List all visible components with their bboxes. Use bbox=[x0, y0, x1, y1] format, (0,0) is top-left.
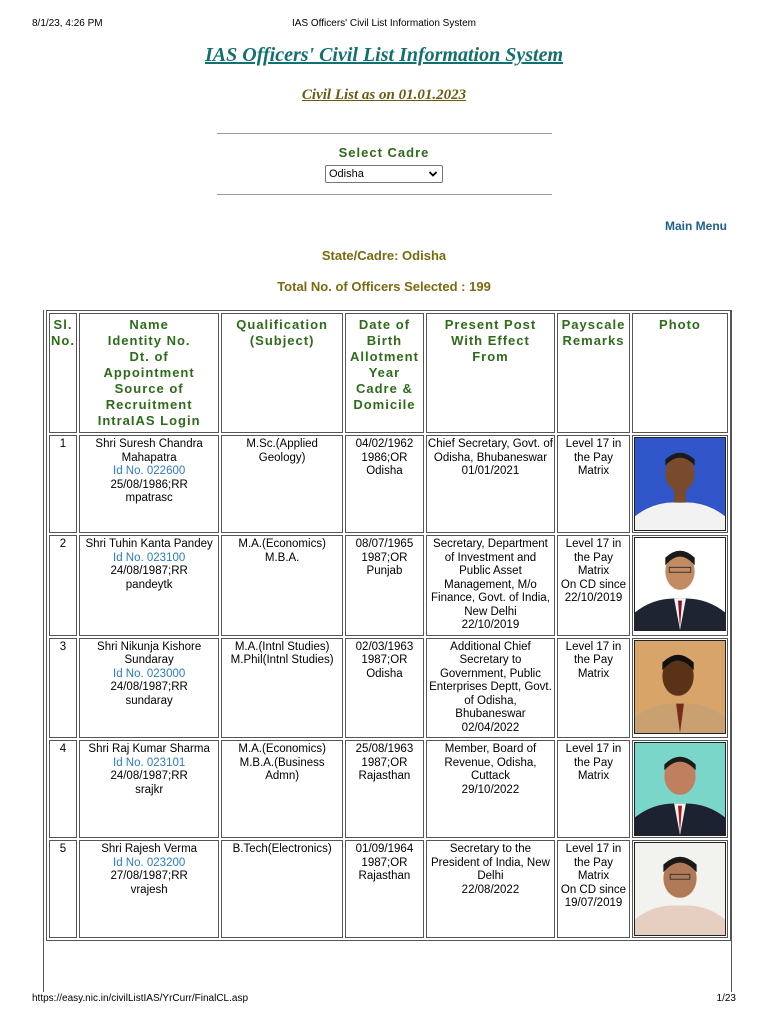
main-menu-link[interactable]: Main Menu bbox=[665, 219, 727, 233]
officer-name: Shri Suresh Chandra Mahapatra bbox=[95, 438, 203, 464]
col-header-qualification: Qualification (Subject) bbox=[221, 313, 343, 433]
cell-dob: 01/09/1964 1987;OR Rajasthan bbox=[345, 840, 424, 938]
total-officers-heading: Total No. of Officers Selected : 199 bbox=[277, 279, 491, 294]
col-header-name: Name Identity No. Dt. of Appointment Source of Recruitment IntraIAS Login bbox=[79, 313, 219, 433]
col-header-sl: Sl. No. bbox=[49, 313, 77, 433]
table-header-row bbox=[49, 313, 728, 433]
cell-qualification: B.Tech(Electronics) bbox=[221, 840, 343, 938]
print-url: https://easy.nic.in/civilListIAS/YrCurr/FinalCL.asp bbox=[32, 993, 249, 1004]
officer-appointment: 27/08/1987;RR bbox=[110, 870, 188, 882]
officer-appointment: 24/08/1987;RR bbox=[110, 681, 188, 693]
cell-dob: 08/07/1965 1987;OR Punjab bbox=[345, 535, 424, 636]
cell-qualification: M.Sc.(Applied Geology) bbox=[221, 435, 343, 533]
cell-photo bbox=[632, 638, 728, 739]
col-header-photo: Photo bbox=[632, 313, 728, 433]
cell-name bbox=[79, 840, 219, 938]
cell-name bbox=[79, 435, 219, 533]
cell-dob: 02/03/1963 1987;OR Odisha bbox=[345, 638, 424, 739]
officer-appointment: 24/08/1987;RR bbox=[110, 770, 188, 782]
cell-payscale: Level 17 in the Pay Matrix On CD since 19/07/2019 bbox=[557, 840, 630, 938]
officer-name: Shri Nikunja Kishore Sundaray bbox=[97, 640, 202, 666]
print-header bbox=[0, 0, 768, 46]
cell-payscale: Level 17 in the Pay Matrix bbox=[557, 435, 630, 533]
cell-payscale: Level 17 in the Pay Matrix bbox=[557, 740, 630, 838]
cadre-select[interactable] bbox=[325, 165, 443, 183]
select-cadre-label: Select Cadre bbox=[338, 145, 430, 160]
officer-login: sundaray bbox=[125, 694, 173, 707]
state-cadre-heading: State/Cadre: Odisha bbox=[321, 248, 447, 263]
cell-photo bbox=[632, 535, 728, 636]
officer-name: Shri Raj Kumar Sharma bbox=[88, 743, 210, 755]
cell-qualification: M.A.(Intnl Studies) M.Phil(Intnl Studies) bbox=[221, 638, 343, 739]
officer-appointment: 25/08/1986;RR bbox=[110, 478, 188, 491]
divider-bottom bbox=[217, 194, 552, 195]
cell-name bbox=[79, 740, 219, 838]
officer-login: mpatrasc bbox=[125, 492, 173, 504]
cell-present-post: Chief Secretary, Govt. of Odisha, Bhubaneswar 01/01/2021 bbox=[426, 435, 555, 533]
cell-sl: 5 bbox=[49, 840, 77, 938]
cell-qualification: M.A.(Economics) M.B.A.(Business Admn) bbox=[221, 740, 343, 838]
cell-payscale: Level 17 in the Pay Matrix On CD since 22/10/2019 bbox=[557, 535, 630, 636]
table-row bbox=[49, 740, 728, 838]
chevron-down-icon bbox=[428, 168, 438, 180]
col-header-present-post: Present Post With Effect From bbox=[426, 313, 555, 433]
page-subtitle: Civil List as on 01.01.2023 bbox=[301, 87, 467, 103]
print-datetime: 8/1/23, 4:26 PM bbox=[32, 18, 103, 29]
cell-dob: 04/02/1962 1986;OR Odisha bbox=[345, 435, 424, 533]
cell-name bbox=[79, 638, 219, 739]
col-header-dob: Date of Birth Allotment Year Cadre & Domicile bbox=[345, 313, 424, 433]
officer-login: vrajesh bbox=[130, 883, 168, 896]
cell-photo bbox=[632, 840, 728, 938]
civil-list-table bbox=[46, 310, 731, 941]
officer-login: srajkr bbox=[135, 783, 164, 796]
officer-id-link[interactable]: Id No. 023100 bbox=[113, 551, 186, 564]
table-frame bbox=[43, 310, 732, 992]
cadre-select-value: Odisha bbox=[329, 168, 364, 180]
officer-id-link[interactable]: Id No. 023101 bbox=[113, 756, 186, 769]
col-header-payscale: Payscale Remarks bbox=[557, 313, 630, 433]
cell-sl: 4 bbox=[49, 740, 77, 838]
officer-photo bbox=[634, 842, 726, 936]
page-title: IAS Officers' Civil List Information System bbox=[205, 44, 563, 66]
officer-id-link[interactable]: Id No. 023200 bbox=[113, 856, 186, 869]
table-row bbox=[49, 638, 728, 739]
print-footer bbox=[0, 990, 768, 1024]
divider-top bbox=[217, 133, 552, 134]
officer-id-link[interactable]: Id No. 022600 bbox=[113, 465, 186, 477]
print-page-number: 1/23 bbox=[716, 993, 736, 1004]
cell-name bbox=[79, 535, 219, 636]
officer-photo bbox=[634, 437, 726, 531]
cell-present-post: Secretary, Department of Investment and Public Asset Management, M/o Finance, Govt. of India, New Delhi 22/10/2019 bbox=[426, 535, 555, 636]
cell-sl: 2 bbox=[49, 535, 77, 636]
officer-photo bbox=[634, 537, 726, 631]
table-row bbox=[49, 435, 728, 533]
cell-photo bbox=[632, 435, 728, 533]
cell-payscale: Level 17 in the Pay Matrix bbox=[557, 638, 630, 739]
cell-dob: 25/08/1963 1987;OR Rajasthan bbox=[345, 740, 424, 838]
cell-qualification: M.A.(Economics) M.B.A. bbox=[221, 535, 343, 636]
cell-sl: 3 bbox=[49, 638, 77, 739]
officer-photo bbox=[634, 742, 726, 836]
table-row bbox=[49, 840, 728, 938]
officer-appointment: 24/08/1987;RR bbox=[110, 565, 188, 577]
cell-present-post: Secretary to the President of India, New Delhi 22/08/2022 bbox=[426, 840, 555, 938]
officer-name: Shri Tuhin Kanta Pandey bbox=[85, 538, 213, 550]
cell-present-post: Additional Chief Secretary to Government, Public Enterprises Deptt, Govt. of Odisha, Bhubaneswar 02/04/2022 bbox=[426, 638, 555, 739]
cell-present-post: Member, Board of Revenue, Odisha, Cuttack 29/10/2022 bbox=[426, 740, 555, 838]
cell-sl: 1 bbox=[49, 435, 77, 533]
print-page-title: IAS Officers' Civil List Information System bbox=[292, 18, 476, 29]
officer-login: pandeytk bbox=[125, 578, 173, 591]
officer-photo bbox=[634, 640, 726, 734]
cell-photo bbox=[632, 740, 728, 838]
officer-id-link[interactable]: Id No. 023000 bbox=[113, 667, 186, 680]
officer-name: Shri Rajesh Verma bbox=[101, 843, 198, 855]
table-row bbox=[49, 535, 728, 636]
